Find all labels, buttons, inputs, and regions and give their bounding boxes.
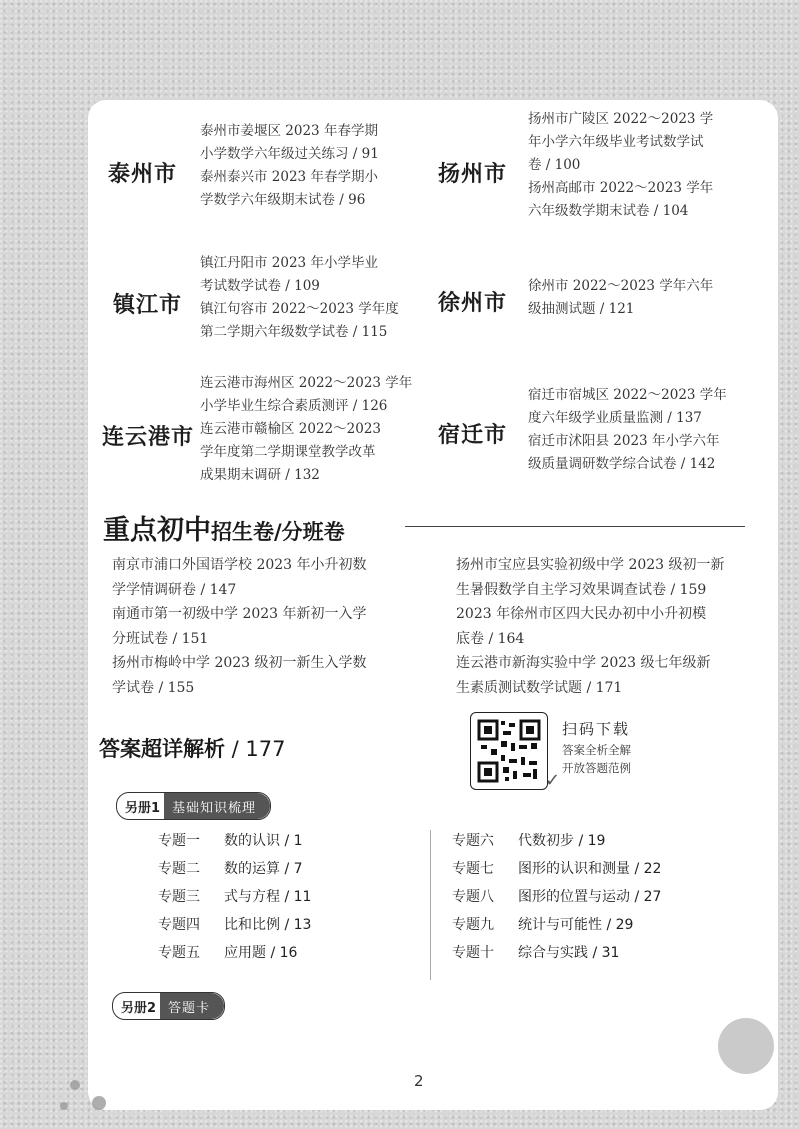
- qr-caption-line: 答案全析全解: [562, 743, 631, 757]
- toc-entry-line[interactable]: 扬州高邮市 2022～2023 学年: [528, 180, 714, 196]
- toc-entry-line[interactable]: 镇江丹阳市 2023 年小学毕业: [200, 255, 378, 271]
- booklet2-pill[interactable]: [112, 992, 225, 1020]
- toc-row[interactable]: [158, 942, 297, 962]
- qr-code-icon[interactable]: [470, 712, 548, 790]
- toc-num: 专题九: [452, 917, 494, 933]
- toc-num: 专题八: [452, 889, 494, 905]
- toc-entry-line[interactable]: 分班试卷 / 151: [112, 630, 209, 647]
- page-number: 2: [414, 1072, 424, 1090]
- toc-entry-group: [200, 120, 379, 212]
- toc-entry-line[interactable]: 度六年级学业质量监测 / 137: [528, 410, 702, 426]
- toc-entry-line[interactable]: 六年级数学期末试卷 / 104: [528, 203, 689, 219]
- checkmark-icon: ✓: [545, 770, 561, 791]
- toc-row[interactable]: [452, 914, 633, 934]
- city-suqian: 宿迁市: [438, 422, 508, 448]
- toc-entry-line[interactable]: 生暑假数学自主学习效果调查试卷 / 159: [456, 581, 707, 598]
- toc-num: 专题十: [452, 945, 494, 961]
- booklet1-label: 另册1: [125, 800, 161, 816]
- toc-num: 专题一: [158, 833, 200, 849]
- toc-entry-line[interactable]: 扬州市广陵区 2022～2023 学: [528, 111, 714, 127]
- toc-entry-line[interactable]: 学数学六年级期末试卷 / 96: [200, 192, 366, 208]
- toc-row[interactable]: [158, 858, 303, 878]
- toc-title: 图形的认识和测量 / 22: [518, 861, 662, 877]
- toc-entry-line[interactable]: 生素质测试数学试题 / 171: [456, 679, 623, 696]
- toc-entry-line[interactable]: 第二学期六年级数学试卷 / 115: [200, 324, 388, 340]
- decor-bubble: [70, 1080, 80, 1090]
- toc-entry-line[interactable]: 年小学六年级毕业考试数学试: [528, 134, 704, 150]
- exam-list-right: [456, 553, 725, 700]
- toc-entry-line[interactable]: 南京市浦口外国语学校 2023 年小升初数: [112, 557, 367, 573]
- toc-row[interactable]: [158, 886, 311, 906]
- toc-entry-line[interactable]: 考试数学试卷 / 109: [200, 278, 320, 294]
- toc-entry-group: [528, 275, 713, 321]
- toc-num: 专题三: [158, 889, 200, 905]
- toc-entry-line[interactable]: 底卷 / 164: [456, 630, 525, 647]
- toc-entry-line[interactable]: 2023 年徐州市区四大民办初中小升初模: [456, 606, 707, 622]
- toc-divider: [430, 830, 431, 980]
- toc-entry-line[interactable]: 泰州泰兴市 2023 年春学期小: [200, 169, 378, 185]
- toc-num: 专题五: [158, 945, 200, 961]
- qr-caption-title: 扫码下载: [562, 720, 631, 738]
- city-zhenjiang: 镇江市: [113, 292, 183, 318]
- toc-entry-line[interactable]: 卷 / 100: [528, 157, 581, 173]
- toc-entry-group: [528, 108, 713, 223]
- toc-entry-line[interactable]: 宿迁市宿城区 2022～2023 学年: [528, 387, 727, 403]
- toc-entry-line[interactable]: 扬州市宝应县实验初级中学 2023 级初一新: [456, 557, 725, 573]
- toc-entry-line[interactable]: 连云港市赣榆区 2022～2023: [200, 421, 382, 437]
- decor-bubble: [92, 1096, 106, 1110]
- answers-page: / 177: [225, 737, 286, 761]
- toc-entry-line[interactable]: 成果期末调研 / 132: [200, 467, 320, 483]
- decor-globe: [718, 1018, 774, 1074]
- toc-row[interactable]: [452, 886, 661, 906]
- exam-list-left: [112, 553, 367, 700]
- toc-title: 数的认识 / 1: [224, 833, 303, 849]
- toc-entry-line[interactable]: 镇江句容市 2022～2023 学年度: [200, 301, 399, 317]
- toc-title: 应用题 / 16: [224, 945, 298, 961]
- toc-entry-line[interactable]: 级抽测试题 / 121: [528, 301, 635, 317]
- toc-num: 专题四: [158, 917, 200, 933]
- toc-entry-line[interactable]: 徐州市 2022～2023 学年六年: [528, 278, 714, 294]
- section-title-bold: 重点初中: [103, 515, 211, 546]
- toc-entry-line[interactable]: 学年度第二学期课堂教学改革: [200, 444, 376, 460]
- qr-caption-line: 开放答题范例: [562, 761, 631, 775]
- toc-entry-line[interactable]: 小学数学六年级过关练习 / 91: [200, 146, 379, 162]
- city-lianyungang: 连云港市: [102, 424, 195, 450]
- booklet1-pill[interactable]: [116, 792, 271, 820]
- decor-bubble: [60, 1102, 68, 1110]
- toc-row[interactable]: [158, 830, 303, 850]
- toc-entry-line[interactable]: 南通市第一初级中学 2023 年新初一入学: [112, 606, 367, 622]
- section-rule: [405, 526, 745, 527]
- toc-entry-line[interactable]: 宿迁市沭阳县 2023 年小学六年: [528, 433, 720, 449]
- toc-entry-group: [528, 384, 727, 476]
- toc-title: 比和比例 / 13: [224, 917, 312, 933]
- booklet2-title: 答题卡: [160, 993, 224, 1019]
- toc-entry-group: [200, 252, 399, 344]
- booklet1-title: 基础知识梳理: [164, 793, 270, 819]
- section-title-rest: 招生卷/分班卷: [211, 520, 345, 544]
- section-title: [103, 508, 345, 547]
- toc-entry-line[interactable]: 连云港市新海实验中学 2023 级七年级新: [456, 655, 711, 671]
- toc-title: 统计与可能性 / 29: [518, 917, 634, 933]
- toc-entry-line[interactable]: 学学情调研卷 / 147: [112, 581, 237, 598]
- toc-entry-line[interactable]: 学试卷 / 155: [112, 679, 195, 696]
- toc-title: 图形的位置与运动 / 27: [518, 889, 662, 905]
- toc-title: 综合与实践 / 31: [518, 945, 620, 961]
- toc-title: 式与方程 / 11: [224, 889, 312, 905]
- toc-num: 专题二: [158, 861, 200, 877]
- answers-title: 答案超详解析: [99, 737, 225, 761]
- toc-title: 数的运算 / 7: [224, 861, 303, 877]
- answers-heading[interactable]: [99, 733, 286, 763]
- toc-num: 专题七: [452, 861, 494, 877]
- toc-row[interactable]: [452, 858, 661, 878]
- toc-num: 专题六: [452, 833, 494, 849]
- toc-entry-line[interactable]: 泰州市姜堰区 2023 年春学期: [200, 123, 378, 139]
- booklet2-label: 另册2: [121, 1000, 157, 1016]
- toc-entry-line[interactable]: 级质量调研数学综合试卷 / 142: [528, 456, 716, 472]
- toc-title: 代数初步 / 19: [518, 833, 606, 849]
- city-taizhou: 泰州市: [108, 161, 178, 187]
- toc-entry-line[interactable]: 扬州市梅岭中学 2023 级初一新生入学数: [112, 655, 367, 671]
- toc-entry-group: [200, 372, 412, 487]
- toc-row[interactable]: [452, 942, 619, 962]
- city-yangzhou: 扬州市: [438, 161, 508, 187]
- qr-code-graphic: [471, 713, 547, 789]
- toc-entry-line[interactable]: 连云港市海州区 2022～2023 学年: [200, 375, 413, 391]
- city-xuzhou: 徐州市: [438, 290, 508, 316]
- toc-row[interactable]: [452, 830, 605, 850]
- toc-entry-line[interactable]: 小学毕业生综合素质测评 / 126: [200, 398, 388, 414]
- toc-row[interactable]: [158, 914, 311, 934]
